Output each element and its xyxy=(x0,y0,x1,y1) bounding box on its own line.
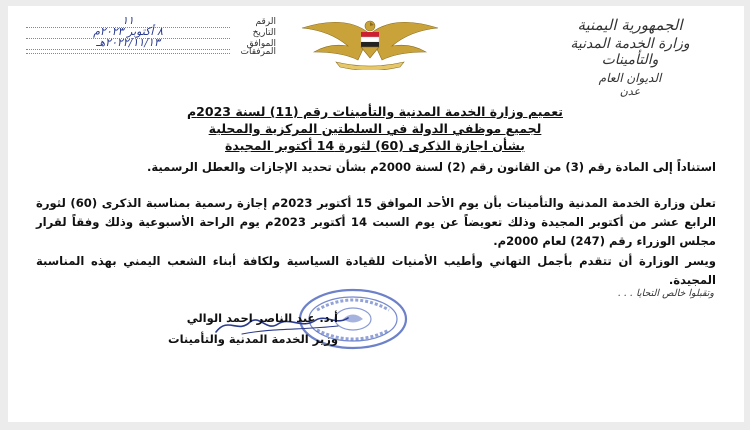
scan-border-bottom xyxy=(0,422,750,430)
reference-number-label: الرقم xyxy=(255,17,276,27)
title-line-2: لجميع موظفي الدولة في السلطتين المركزية والمحلية xyxy=(208,121,542,136)
paragraph-announcement: تعلن وزارة الخدمة المدنية والتأمينات بأن يوم الأحد الموافق 15 أكتوبر 2023م إجازة رسمية بمناسبة الذكرى (60) لثورة الرابع عشر من أكتوبر المجيدة وذلك تعويضاً عن يوم السبت 14 أكتوبر 2023م يوم الراحة الأسبوعية وذلك وفقاً لقرار مجلس الوزراء رقم (247) لعام 2000م. xyxy=(36,196,716,248)
scan-border-right xyxy=(744,0,750,430)
reference-number-value: ١١ xyxy=(26,14,230,28)
letterhead-city: عدن xyxy=(619,85,641,98)
title-line-1: تعميم وزارة الخدمة المدنية والتأمينات رقم (11) لسنة 2023م xyxy=(187,104,563,119)
attachments-value xyxy=(26,53,230,54)
closing-line: وتقبلوا خالص التحايا . . . xyxy=(617,288,714,299)
yemen-eagle-emblem-icon xyxy=(296,14,444,70)
paragraph-legal-basis: استناداً إلى المادة رقم (3) من القانون رقم (2) لسنة 2000م بشأن تحديد الإجازات والعطل الرسمية. xyxy=(147,160,716,174)
paragraph-greetings: ويسر الوزارة أن تتقدم بأجمل التهاني وأطيب الأمنيات للقيادة السياسية ولكافة أبناء الشعب اليمني بهذه المناسبة المجيدة. xyxy=(36,254,716,287)
letterhead-republic: الجمهورية اليمنية xyxy=(577,16,683,34)
signatory-name: أ.د. عبد الناصر احمد الوالي xyxy=(186,311,338,325)
date-value: ٨ أكتوبر ٢٠٢٣م xyxy=(26,25,230,39)
title-line-3: بشأن اجازة الذكرى (60) لثورة 14 أكتوبر المجيدة xyxy=(225,138,525,153)
letterhead-department: الديوان العام xyxy=(598,71,662,85)
reference-block xyxy=(26,14,276,58)
signatory-block xyxy=(128,308,338,350)
date-label: التاريخ xyxy=(252,28,276,38)
attachments-label: المرفقات xyxy=(240,47,276,57)
scan-border-top xyxy=(0,0,750,6)
letterhead-ministry-name: وزارة الخدمة المدنية والتأمينات xyxy=(570,36,690,68)
reference-number-row xyxy=(26,14,276,25)
hijri-date-label: الموافق xyxy=(246,39,276,49)
scan-border-left xyxy=(0,0,8,430)
hijri-date-value: ٢٠٢٢/١١/١٣هـ xyxy=(26,36,230,50)
letterhead-ministry xyxy=(540,16,720,98)
signatory-title: وزير الخدمة المدنية والتأمينات xyxy=(168,332,338,346)
circular-title xyxy=(120,103,630,154)
